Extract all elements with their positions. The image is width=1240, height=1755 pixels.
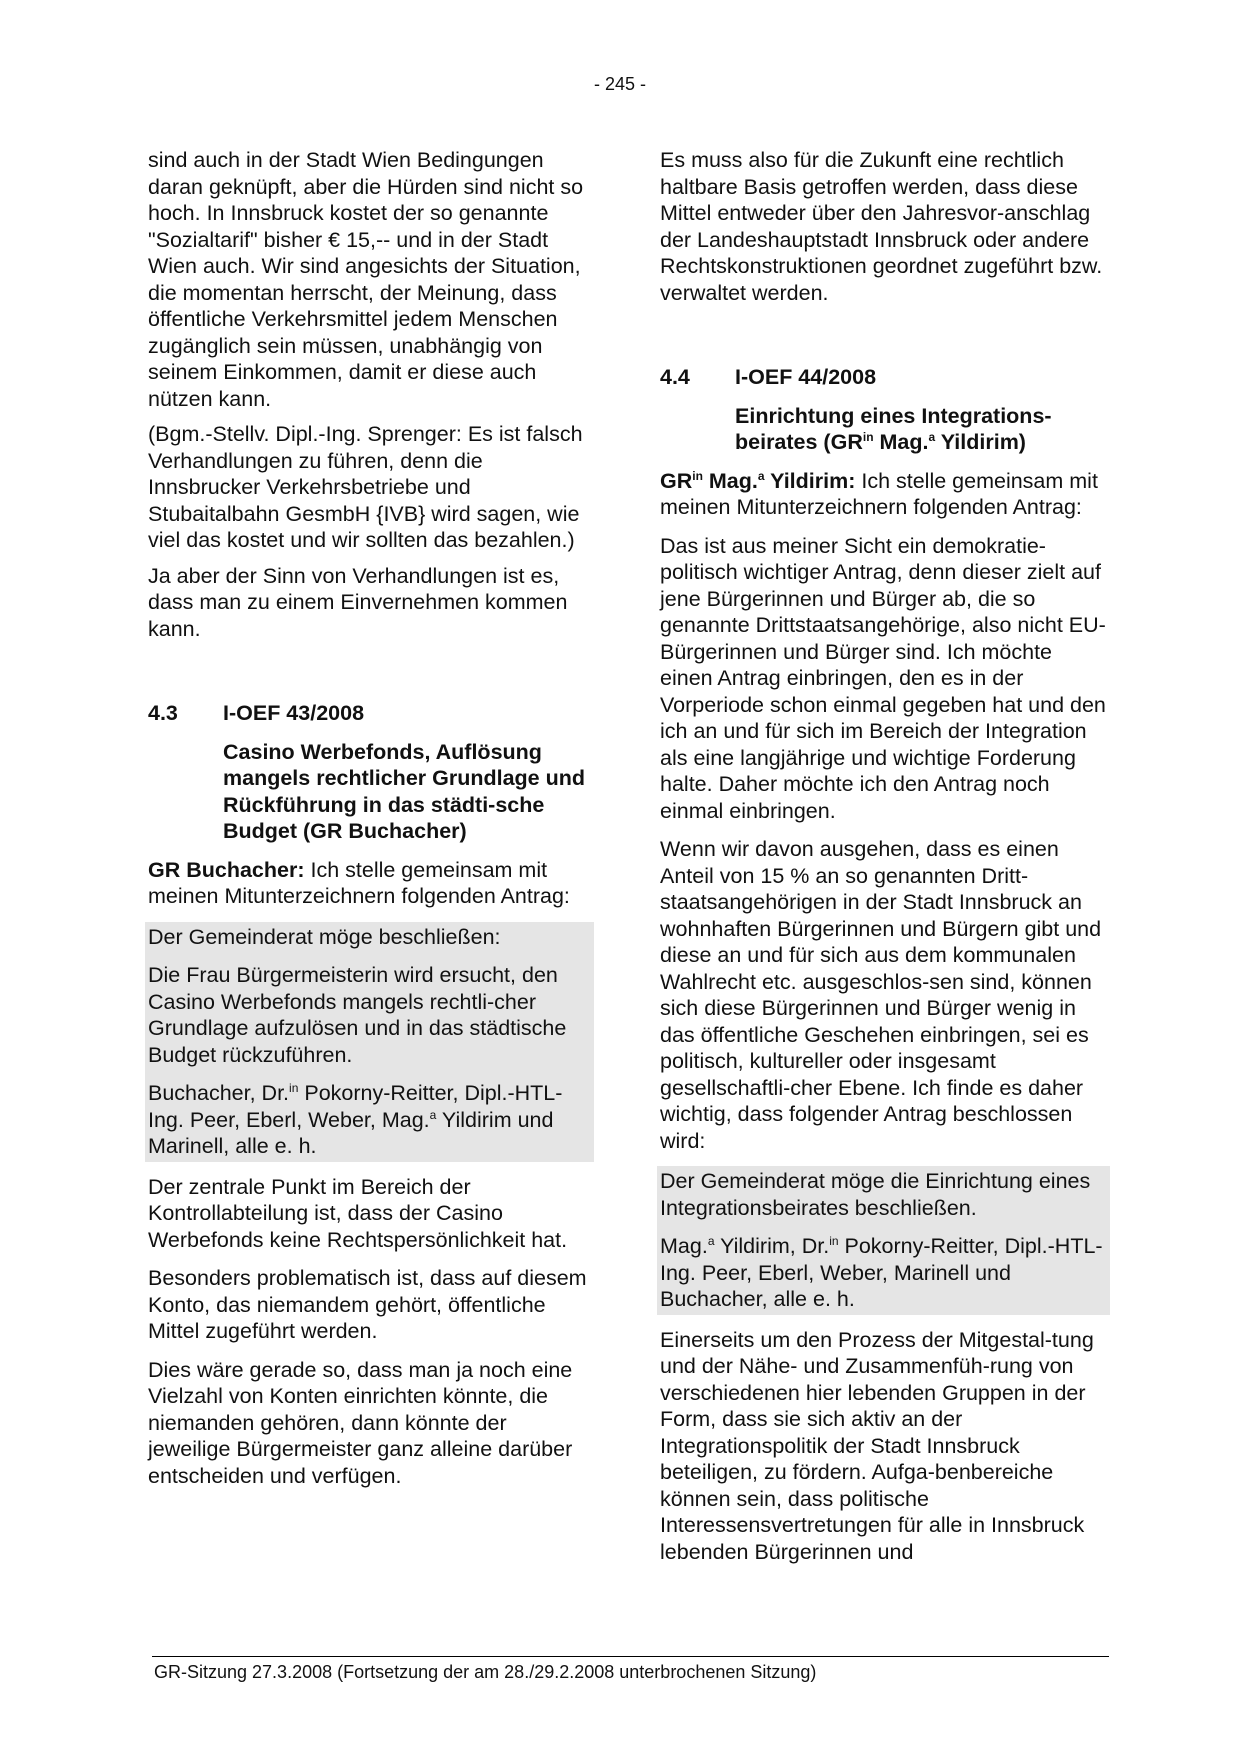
footer-text: GR-Sitzung 27.3.2008 (Fortsetzung der am 28./29.2.2008 unterbrochenen Sitzung)	[154, 1662, 817, 1682]
left-paragraph-4: Der zentrale Punkt im Bereich der Kontrollabteilung ist, dass der Casino Werbefonds keine Rechtspersönlichkeit hat.	[148, 1174, 568, 1252]
speaker-intro: Ich stelle gemeinsam mit meinen Mitunterzeichnern folgenden Antrag:	[660, 468, 1098, 519]
right-paragraph-1: Es muss also für die Zukunft eine rechtlich haltbare Basis getroffen werden, dass diese Mittel entweder über den Jahresvor-anschlag der Landeshauptstadt Innsbruck oder andere Rechtskonstruktionen geordnet zugeführt bzw. verwaltet werden.	[660, 148, 1103, 305]
motion-text: Die Frau Bürgermeisterin wird ersucht, den Casino Werbefonds mangels rechtli-cher Grundlage aufzulösen und in das städtische Budget rückzuführen.	[148, 963, 567, 1067]
left-column	[148, 147, 594, 1501]
section-heading-4-3	[148, 700, 594, 727]
left-paragraph-5: Besonders problematisch ist, dass auf diesem Konto, das niemandem gehört, öffentliche Mittel zugeführt werden.	[148, 1266, 587, 1343]
sig-part: Yildirim, Dr.	[714, 1234, 830, 1258]
speaker-sup: in	[692, 468, 703, 483]
sig-part: Buchacher, Dr.	[148, 1081, 290, 1105]
right-paragraph-2: Das ist aus meiner Sicht ein demokratie-politisch wichtiger Antrag, denn dieser zielt auf jene Bürgerinnen und Bürger ab, die so genannte Drittstaatsangehörige, also nicht EU-Bürgerinnen und Bürger sind. Ich möchte einen Antrag einbringen, den es in der Vorperiode schon einmal gegeben hat und den ich an und für sich im Bereich der Integration als eine langjährige und wichtige Forderung halte. Daher möchte ich den Antrag noch einmal einbringen.	[660, 533, 1106, 823]
speaker-part: Mag.	[702, 468, 758, 493]
title-part: Einrichtung eines Integrations-beirates (GR	[735, 403, 1052, 454]
title-part: Yildirim)	[935, 430, 1026, 454]
speaker-part: GR	[660, 468, 693, 493]
motion-box	[657, 1166, 1110, 1315]
right-paragraph-3: Wenn wir davon ausgehen, dass es einen Anteil von 15 % an so genannten Dritt-staatsangehörigen in der Stadt Innsbruck an wohnhaften Bürgerinnen und Bürgern gibt und diese an und für sich aus dem kommunalen Wahlrecht etc. ausgeschlos-sen sind, können sich diese Bürgerinnen und Bürger wenig in das öffentliche Geschehen einbringen, sei es politisch, kultureller oder insgesamt gesellschaftli-cher Ebene. Ich finde es daher wichtig, dass folgender Antrag beschlossen wird:	[660, 837, 1102, 1153]
speaker-intro: Ich stelle gemeinsam mit meinen Mitunterzeichnern folgenden Antrag:	[148, 857, 570, 908]
left-paragraph-3: Ja aber der Sinn von Verhandlungen ist es, dass man zu einem Einvernehmen kommen kann.	[148, 563, 568, 641]
left-paragraph-6: Dies wäre gerade so, dass man ja noch eine Vielzahl von Konten einrichten könnte, die niemanden gehören, dann könnte der jeweilige Bürgermeister ganz alleine darüber entscheiden und verfügen.	[148, 1357, 573, 1488]
section-title	[735, 403, 1110, 456]
section-number: 4.3	[148, 701, 178, 725]
sig-part: Pokorny-Reitter, Dipl.-HTL-Ing. Peer, Eberl, Weber, Mag.	[148, 1081, 563, 1132]
speaker-paragraph	[148, 857, 594, 910]
speaker-name	[660, 469, 855, 493]
speaker-part: Yildirim:	[764, 468, 856, 493]
section-id: I-OEF 43/2008	[223, 701, 365, 725]
left-paragraph-1: sind auch in der Stadt Wien Bedingungen daran geknüpft, aber die Hürden sind nicht so hoch. In Innsbruck kostet der so genannte "Sozialtarif" bisher € 15,-- und in der Stadt Wien auch. Wir sind angesichts der Situation, die momentan herrscht, der Meinung, dass öffentliche Verkehrsmittel jedem Menschen zugänglich sein müssen, unabhängig von seinem Einkommen, damit er diese auch nützen kann.	[148, 148, 584, 411]
page-number: - 245 -	[593, 74, 647, 94]
right-column	[660, 147, 1110, 1577]
sig-sup: in	[289, 1081, 299, 1095]
motion-box	[145, 922, 594, 1162]
motion-signatories	[660, 1233, 1107, 1315]
sig-sup: a	[707, 1234, 715, 1248]
title-part: Mag.	[873, 430, 929, 454]
sig-sup: in	[829, 1234, 839, 1248]
left-paragraph-2: (Bgm.-Stellv. Dipl.-Ing. Sprenger: Es ist falsch Verhandlungen zu führen, denn die Innsbrucker Verkehrsbetriebe und Stubaitalbahn GesmbH {IVB} wird sagen, wie viel das kostet und wir sollten das bezahlen.)	[148, 422, 583, 552]
title-sup: in	[862, 430, 874, 444]
sig-sup: a	[429, 1107, 437, 1122]
motion-heading: Der Gemeinderat möge beschließen:	[148, 924, 501, 949]
right-paragraph-4: Einerseits um den Prozess der Mitgestal-tung und der Nähe- und Zusammenfüh-rung von verschiedenen hier lebenden Gruppen in der Form, dass sie sich aktiv an der Integrationspolitik der Stadt Innsbruck beteiligen, zu fördern. Aufga-benbereiche können sein, dass politische Interessensvertretungen für alle in Innsbruck lebenden Bürgerinnen und	[660, 1327, 1094, 1564]
footer-divider	[152, 1656, 1109, 1657]
speaker-name: GR Buchacher:	[148, 857, 305, 882]
section-number: 4.4	[660, 365, 690, 389]
section-id: I-OEF 44/2008	[735, 365, 877, 389]
motion-signatories	[148, 1080, 591, 1162]
speaker-sup: a	[757, 468, 765, 483]
speaker-paragraph	[660, 468, 1110, 521]
sig-part: Mag.	[660, 1234, 708, 1258]
sig-part: Pokorny-Reitter, Dipl.-HTL-Ing. Peer, Eberl, Weber, Marinell und Buchacher, alle e. h.	[660, 1234, 1103, 1311]
section-title: Casino Werbefonds, Auflösung mangels rechtlicher Grundlage und Rückführung in das städti-sche Budget (GR Buchacher)	[223, 739, 585, 843]
title-sup: a	[928, 430, 936, 444]
section-heading-4-4	[660, 364, 1110, 391]
sig-part: Yildirim und Marinell, alle e. h.	[148, 1107, 554, 1158]
motion-text: Der Gemeinderat möge die Einrichtung eines Integrationsbeirates beschließen.	[660, 1169, 1091, 1220]
